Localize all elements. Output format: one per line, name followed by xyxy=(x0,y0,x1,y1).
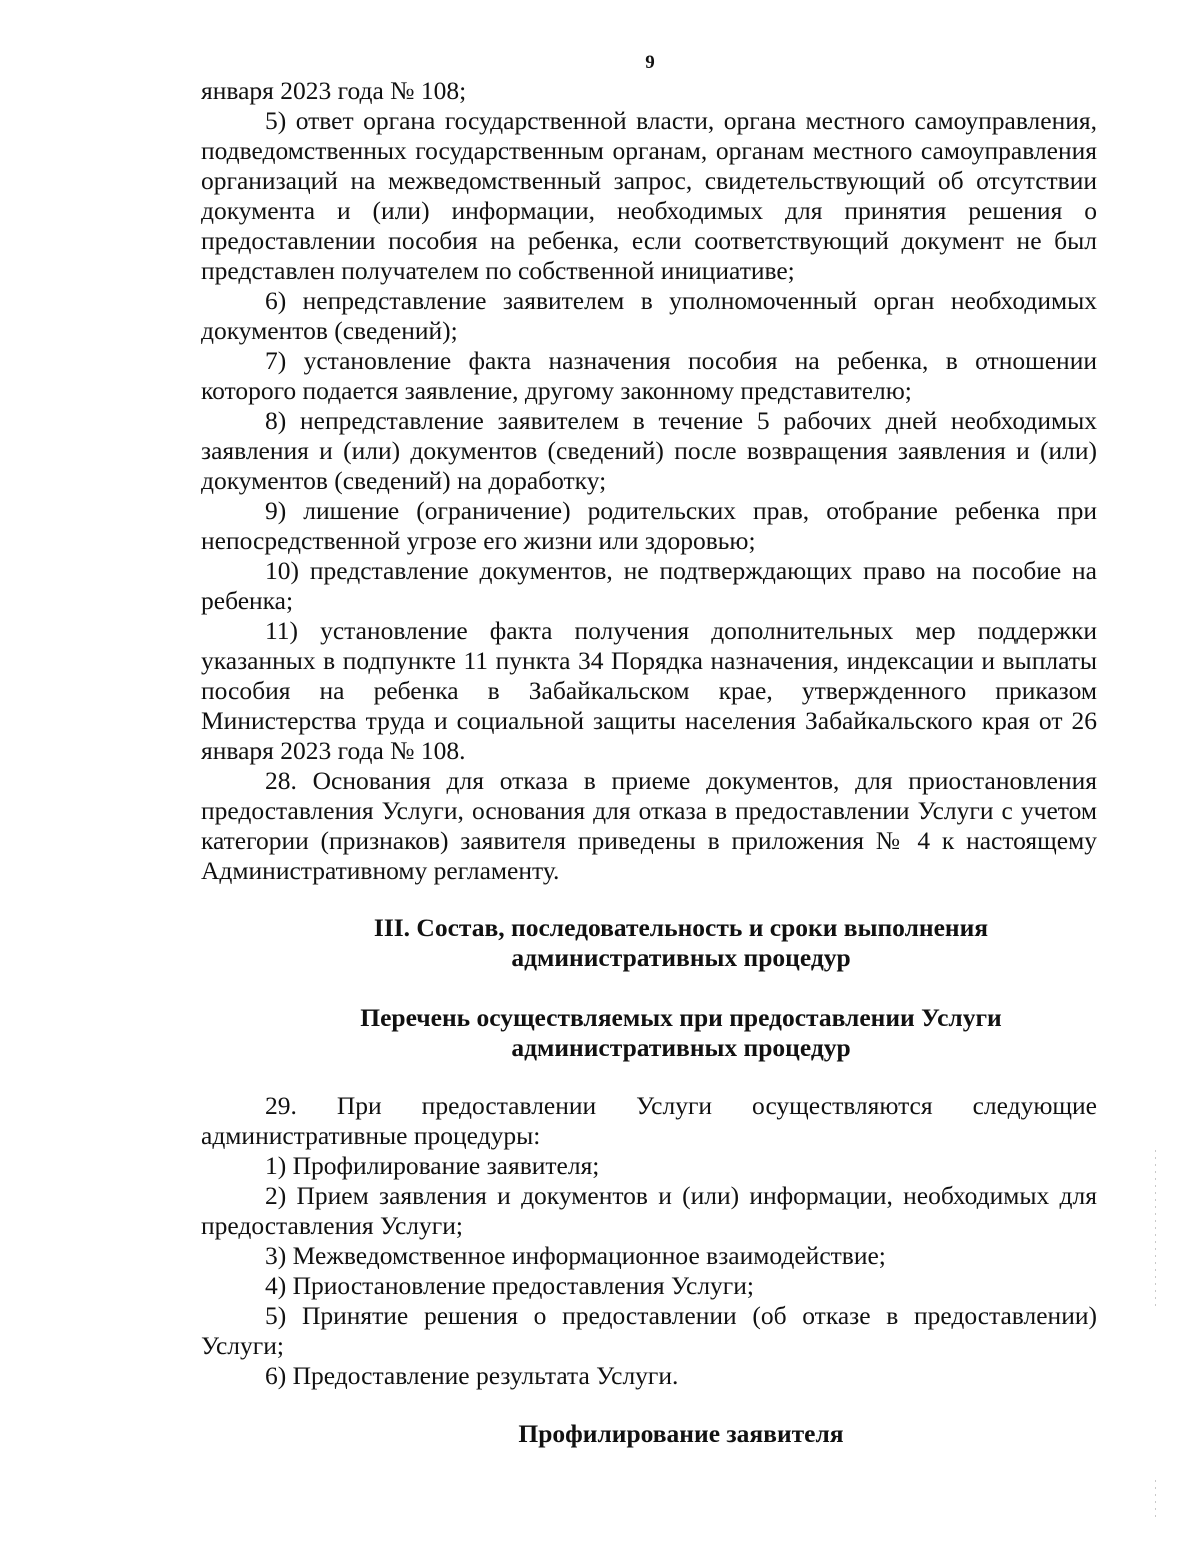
procedures-list-heading xyxy=(201,1003,1161,1063)
list-item-5: 5) ответ органа государственной власти, органа местного самоуправления, подведомственных государственным органам, органам местного самоуправления организаций на межведомственный запрос, свидетельствующий об отсутствии документа и (или) информации, необходимых для принятия решения о предоставлении пособия на ребенка, если соответствующий документ не был представлен получателем по собственной инициативе; xyxy=(201,106,1097,285)
paragraph-continuation: января 2023 года № 108; xyxy=(201,76,467,105)
procedure-item-6: 6) Предоставление результата Услуги. xyxy=(265,1361,679,1390)
procedure-item-4: 4) Приостановление предоставления Услуги; xyxy=(265,1271,754,1300)
procedure-item-1: 1) Профилирование заявителя; xyxy=(265,1151,600,1180)
list-item-10: 10) представление документов, не подтверждающих право на пособие на ребенка; xyxy=(201,556,1097,615)
list-item-11: 11) установление факта получения дополнительных мер поддержки указанных в подпункте 11 пункта 34 Порядка назначения, индексации и выплаты пособия на ребенка в Забайкальском крае, утвержденного приказом Министерства труда и социальной защиты населения Забайкальского края от 26 января 2023 года № 108. xyxy=(201,616,1097,765)
list-item-7: 7) установление факта назначения пособия на ребенка, в отношении которого подается заявление, другому законному представителю; xyxy=(201,346,1097,405)
section-heading xyxy=(201,913,1161,973)
list-item-8: 8) непредставление заявителем в течение 5 рабочих дней необходимых заявления и (или) документов (сведений) после возвращения заявления и (или) документов (сведений) на доработку; xyxy=(201,406,1097,495)
profiling-heading: Профилирование заявителя xyxy=(518,1419,844,1448)
body-text-block-2 xyxy=(201,1091,1097,1391)
procedure-item-2: 2) Прием заявления и документов и (или) информации, необходимых для предоставления Услуги; xyxy=(201,1181,1097,1240)
procedures-list-heading-line-2: административных процедур xyxy=(511,1033,851,1062)
procedure-item-3: 3) Межведомственное информационное взаимодействие; xyxy=(265,1241,886,1270)
procedure-item-5: 5) Принятие решения о предоставлении (об отказе в предоставлении) Услуги; xyxy=(201,1301,1097,1360)
list-item-9: 9) лишение (ограничение) родительских прав, отобрание ребенка при непосредственной угрозе его жизни или здоровью; xyxy=(201,496,1097,555)
paragraph-29: 29. При предоставлении Услуги осуществляются следующие административные процедуры: xyxy=(201,1091,1097,1150)
paragraph-28: 28. Основания для отказа в приеме документов, для приостановления предоставления Услуги, основания для отказа в предоставлении Услуги с учетом категории (признаков) заявителя приведены в приложения № 4 к настоящему Административному регламенту. xyxy=(201,766,1097,885)
list-item-6: 6) непредставление заявителем в уполномоченный орган необходимых документов (сведений); xyxy=(201,286,1097,345)
body-text-block-1 xyxy=(201,76,1097,886)
scan-artifact-mark xyxy=(1155,1480,1156,1520)
page-number: 9 xyxy=(645,52,655,73)
procedures-list-heading-line-1: Перечень осуществляемых при предоставлении Услуги xyxy=(360,1003,1002,1032)
section-heading-line-1: III. Состав, последовательность и сроки выполнения xyxy=(373,913,989,942)
section-heading-line-2: административных процедур xyxy=(511,943,851,972)
scan-artifact-mark xyxy=(1155,1150,1156,1310)
